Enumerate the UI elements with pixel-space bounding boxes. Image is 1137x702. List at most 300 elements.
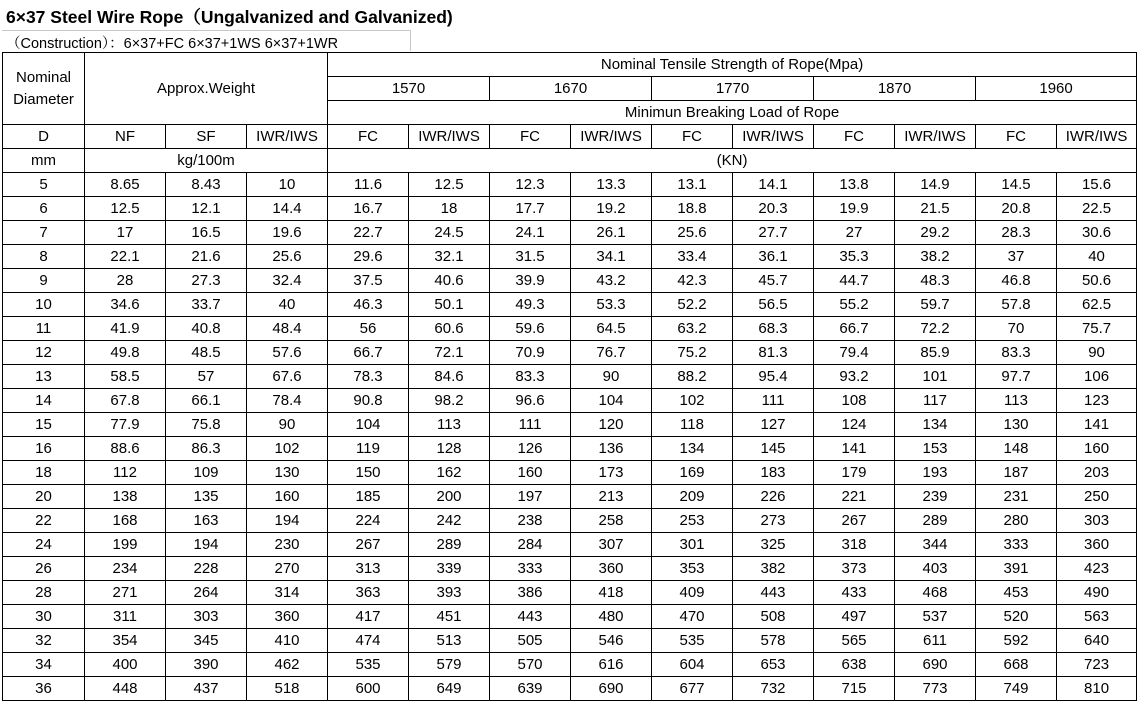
value-cell: 55.2 [814,293,895,317]
value-cell: 474 [328,629,409,653]
value-cell: 160 [247,485,328,509]
value-cell: 40 [247,293,328,317]
value-cell: 173 [571,461,652,485]
value-cell: 135 [166,485,247,509]
value-cell: 111 [490,413,571,437]
fc-header: FC [652,125,733,149]
value-cell: 40.6 [409,269,490,293]
value-cell: 104 [328,413,409,437]
unit-load: (KN) [328,149,1137,173]
value-cell: 221 [814,485,895,509]
iwr-load-header: IWR/IWS [571,125,652,149]
value-cell: 193 [895,461,976,485]
value-cell: 462 [247,653,328,677]
value-cell: 639 [490,677,571,701]
value-cell: 578 [733,629,814,653]
value-cell: 333 [490,557,571,581]
value-cell: 535 [328,653,409,677]
value-cell: 579 [409,653,490,677]
diameter-cell: 28 [3,581,85,605]
value-cell: 59.7 [895,293,976,317]
value-cell: 120 [571,413,652,437]
value-cell: 271 [85,581,166,605]
table-row [3,533,1137,557]
value-cell: 810 [1057,677,1137,701]
grade-header: 1770 [652,77,814,101]
nf-header: NF [85,125,166,149]
value-cell: 29.6 [328,245,409,269]
value-cell: 77.9 [85,413,166,437]
value-cell: 27.7 [733,221,814,245]
table-row [3,173,1137,197]
value-cell: 393 [409,581,490,605]
value-cell: 50.1 [409,293,490,317]
value-cell: 443 [733,581,814,605]
value-cell: 11.6 [328,173,409,197]
diameter-cell: 6 [3,197,85,221]
value-cell: 270 [247,557,328,581]
value-cell: 410 [247,629,328,653]
value-cell: 32.1 [409,245,490,269]
d-header: D [3,125,85,149]
fc-header: FC [976,125,1057,149]
value-cell: 43.2 [571,269,652,293]
value-cell: 117 [895,389,976,413]
value-cell: 423 [1057,557,1137,581]
value-cell: 40 [1057,245,1137,269]
value-cell: 78.3 [328,365,409,389]
value-cell: 134 [895,413,976,437]
value-cell: 130 [976,413,1057,437]
diameter-cell: 11 [3,317,85,341]
value-cell: 518 [247,677,328,701]
diameter-cell: 15 [3,413,85,437]
value-cell: 284 [490,533,571,557]
value-cell: 31.5 [490,245,571,269]
value-cell: 42.3 [652,269,733,293]
value-cell: 37.5 [328,269,409,293]
value-cell: 57.6 [247,341,328,365]
value-cell: 56.5 [733,293,814,317]
grade-header: 1670 [490,77,652,101]
value-cell: 239 [895,485,976,509]
value-cell: 563 [1057,605,1137,629]
value-cell: 187 [976,461,1057,485]
value-cell: 390 [166,653,247,677]
value-cell: 79.4 [814,341,895,365]
diameter-cell: 16 [3,437,85,461]
value-cell: 194 [247,509,328,533]
value-cell: 160 [490,461,571,485]
value-cell: 17 [85,221,166,245]
value-cell: 234 [85,557,166,581]
table-row [3,461,1137,485]
value-cell: 513 [409,629,490,653]
value-cell: 81.3 [733,341,814,365]
value-cell: 12.5 [409,173,490,197]
value-cell: 34.6 [85,293,166,317]
value-cell: 111 [733,389,814,413]
value-cell: 417 [328,605,409,629]
value-cell: 311 [85,605,166,629]
value-cell: 653 [733,653,814,677]
value-cell: 194 [166,533,247,557]
value-cell: 57 [166,365,247,389]
value-cell: 20.8 [976,197,1057,221]
value-cell: 75.7 [1057,317,1137,341]
diameter-cell: 24 [3,533,85,557]
value-cell: 35.3 [814,245,895,269]
value-cell: 273 [733,509,814,533]
value-cell: 49.8 [85,341,166,365]
value-cell: 109 [166,461,247,485]
value-cell: 14.5 [976,173,1057,197]
value-cell: 163 [166,509,247,533]
value-cell: 10 [247,173,328,197]
value-cell: 403 [895,557,976,581]
diameter-cell: 26 [3,557,85,581]
value-cell: 27 [814,221,895,245]
value-cell: 52.2 [652,293,733,317]
value-cell: 72.2 [895,317,976,341]
table-row [3,653,1137,677]
value-cell: 53.3 [571,293,652,317]
value-cell: 22.1 [85,245,166,269]
value-cell: 13.1 [652,173,733,197]
value-cell: 90 [571,365,652,389]
page-title: 6×37 Steel Wire Rope（Ungalvanized and Galvanized) [6,7,453,27]
breaking-load-header: Minimun Breaking Load of Rope [328,101,1137,125]
value-cell: 303 [1057,509,1137,533]
value-cell: 119 [328,437,409,461]
value-cell: 56 [328,317,409,341]
fc-header: FC [328,125,409,149]
value-cell: 68.3 [733,317,814,341]
fc-header: FC [490,125,571,149]
table-row [3,485,1137,509]
value-cell: 203 [1057,461,1137,485]
value-cell: 649 [409,677,490,701]
table-row [3,389,1137,413]
value-cell: 382 [733,557,814,581]
table-row [3,245,1137,269]
construction-text: （Construction）：6×37+FC 6×37+1WS 6×37+1WR [6,36,339,52]
value-cell: 18.8 [652,197,733,221]
value-cell: 22.5 [1057,197,1137,221]
value-cell: 24.1 [490,221,571,245]
value-cell: 67.8 [85,389,166,413]
value-cell: 66.1 [166,389,247,413]
value-cell: 113 [409,413,490,437]
value-cell: 28 [85,269,166,293]
value-cell: 49.3 [490,293,571,317]
value-cell: 138 [85,485,166,509]
value-cell: 59.6 [490,317,571,341]
value-cell: 354 [85,629,166,653]
value-cell: 96.6 [490,389,571,413]
value-cell: 141 [1057,413,1137,437]
value-cell: 353 [652,557,733,581]
table-row [3,413,1137,437]
value-cell: 715 [814,677,895,701]
value-cell: 90 [247,413,328,437]
value-cell: 153 [895,437,976,461]
value-cell: 34.1 [571,245,652,269]
value-cell: 325 [733,533,814,557]
value-cell: 32.4 [247,269,328,293]
value-cell: 520 [976,605,1057,629]
value-cell: 168 [85,509,166,533]
value-cell: 162 [409,461,490,485]
value-cell: 169 [652,461,733,485]
value-cell: 33.7 [166,293,247,317]
value-cell: 102 [247,437,328,461]
diameter-cell: 9 [3,269,85,293]
value-cell: 313 [328,557,409,581]
value-cell: 497 [814,605,895,629]
value-cell: 97.7 [976,365,1057,389]
value-cell: 677 [652,677,733,701]
value-cell: 63.2 [652,317,733,341]
value-cell: 16.5 [166,221,247,245]
value-cell: 238 [490,509,571,533]
value-cell: 88.6 [85,437,166,461]
value-cell: 12.3 [490,173,571,197]
value-cell: 363 [328,581,409,605]
value-cell: 134 [652,437,733,461]
value-cell: 690 [895,653,976,677]
value-cell: 448 [85,677,166,701]
value-cell: 301 [652,533,733,557]
value-cell: 638 [814,653,895,677]
value-cell: 25.6 [652,221,733,245]
value-cell: 90.8 [328,389,409,413]
value-cell: 50.6 [1057,269,1137,293]
value-cell: 289 [895,509,976,533]
value-cell: 258 [571,509,652,533]
value-cell: 90 [1057,341,1137,365]
value-cell: 453 [976,581,1057,605]
value-cell: 470 [652,605,733,629]
value-cell: 437 [166,677,247,701]
value-cell: 199 [85,533,166,557]
value-cell: 48.3 [895,269,976,293]
value-cell: 360 [571,557,652,581]
approx-weight-header: Approx.Weight [85,53,328,125]
value-cell: 24.5 [409,221,490,245]
value-cell: 409 [652,581,733,605]
value-cell: 600 [328,677,409,701]
value-cell: 17.7 [490,197,571,221]
value-cell: 209 [652,485,733,509]
value-cell: 360 [1057,533,1137,557]
value-cell: 102 [652,389,733,413]
table-row [3,317,1137,341]
value-cell: 62.5 [1057,293,1137,317]
value-cell: 141 [814,437,895,461]
value-cell: 267 [814,509,895,533]
value-cell: 480 [571,605,652,629]
value-cell: 160 [1057,437,1137,461]
value-cell: 21.6 [166,245,247,269]
diameter-cell: 5 [3,173,85,197]
value-cell: 113 [976,389,1057,413]
value-cell: 13.8 [814,173,895,197]
value-cell: 339 [409,557,490,581]
value-cell: 8.65 [85,173,166,197]
value-cell: 668 [976,653,1057,677]
value-cell: 344 [895,533,976,557]
value-cell: 25.6 [247,245,328,269]
value-cell: 183 [733,461,814,485]
table-row [3,341,1137,365]
value-cell: 58.5 [85,365,166,389]
unit-mm: mm [3,149,85,173]
value-cell: 46.8 [976,269,1057,293]
value-cell: 314 [247,581,328,605]
value-cell: 360 [247,605,328,629]
value-cell: 29.2 [895,221,976,245]
value-cell: 83.3 [490,365,571,389]
value-cell: 386 [490,581,571,605]
value-cell: 123 [1057,389,1137,413]
table-row [3,365,1137,389]
diameter-cell: 18 [3,461,85,485]
iwr-load-header: IWR/IWS [733,125,814,149]
nominal-diameter-header: Nominal Diameter [3,53,85,125]
value-cell: 318 [814,533,895,557]
value-cell: 98.2 [409,389,490,413]
diameter-cell: 32 [3,629,85,653]
value-cell: 40.8 [166,317,247,341]
value-cell: 197 [490,485,571,509]
value-cell: 64.5 [571,317,652,341]
wire-rope-spec-table [2,52,1137,701]
value-cell: 231 [976,485,1057,509]
value-cell: 242 [409,509,490,533]
value-cell: 391 [976,557,1057,581]
diameter-cell: 14 [3,389,85,413]
value-cell: 18 [409,197,490,221]
value-cell: 373 [814,557,895,581]
table-row [3,557,1137,581]
value-cell: 86.3 [166,437,247,461]
iwr-load-header: IWR/IWS [895,125,976,149]
value-cell: 78.4 [247,389,328,413]
header-row-columns [3,125,1137,149]
value-cell: 508 [733,605,814,629]
diameter-cell: 13 [3,365,85,389]
value-cell: 19.9 [814,197,895,221]
value-cell: 70.9 [490,341,571,365]
value-cell: 118 [652,413,733,437]
value-cell: 280 [976,509,1057,533]
value-cell: 570 [490,653,571,677]
table-row [3,629,1137,653]
table-row [3,269,1137,293]
value-cell: 85.9 [895,341,976,365]
value-cell: 345 [166,629,247,653]
diameter-cell: 20 [3,485,85,509]
value-cell: 45.7 [733,269,814,293]
value-cell: 66.7 [328,341,409,365]
iwr-load-header: IWR/IWS [1057,125,1137,149]
value-cell: 36.1 [733,245,814,269]
value-cell: 773 [895,677,976,701]
diameter-cell: 22 [3,509,85,533]
grade-header: 1870 [814,77,976,101]
value-cell: 333 [976,533,1057,557]
value-cell: 565 [814,629,895,653]
value-cell: 490 [1057,581,1137,605]
value-cell: 66.7 [814,317,895,341]
value-cell: 604 [652,653,733,677]
value-cell: 400 [85,653,166,677]
value-cell: 289 [409,533,490,557]
table-row [3,677,1137,701]
value-cell: 101 [895,365,976,389]
value-cell: 226 [733,485,814,509]
value-cell: 27.3 [166,269,247,293]
value-cell: 95.4 [733,365,814,389]
header-row-1 [3,53,1137,77]
value-cell: 93.2 [814,365,895,389]
value-cell: 75.8 [166,413,247,437]
value-cell: 16.7 [328,197,409,221]
table-row [3,437,1137,461]
value-cell: 57.8 [976,293,1057,317]
value-cell: 12.1 [166,197,247,221]
value-cell: 30.6 [1057,221,1137,245]
iwr-weight-header: IWR/IWS [247,125,328,149]
tensile-strength-header: Nominal Tensile Strength of Rope(Mpa) [328,53,1137,77]
value-cell: 75.2 [652,341,733,365]
value-cell: 20.3 [733,197,814,221]
value-cell: 12.5 [85,197,166,221]
value-cell: 14.9 [895,173,976,197]
value-cell: 616 [571,653,652,677]
table-row [3,197,1137,221]
value-cell: 307 [571,533,652,557]
value-cell: 179 [814,461,895,485]
value-cell: 60.6 [409,317,490,341]
value-cell: 130 [247,461,328,485]
value-cell: 38.2 [895,245,976,269]
diameter-cell: 36 [3,677,85,701]
value-cell: 267 [328,533,409,557]
value-cell: 723 [1057,653,1137,677]
value-cell: 48.4 [247,317,328,341]
construction-line [0,30,1137,52]
value-cell: 690 [571,677,652,701]
value-cell: 537 [895,605,976,629]
value-cell: 505 [490,629,571,653]
value-cell: 749 [976,677,1057,701]
value-cell: 224 [328,509,409,533]
value-cell: 230 [247,533,328,557]
diameter-cell: 7 [3,221,85,245]
value-cell: 451 [409,605,490,629]
value-cell: 84.6 [409,365,490,389]
value-cell: 200 [409,485,490,509]
value-cell: 592 [976,629,1057,653]
value-cell: 70 [976,317,1057,341]
value-cell: 67.6 [247,365,328,389]
value-cell: 15.6 [1057,173,1137,197]
value-cell: 418 [571,581,652,605]
diameter-cell: 34 [3,653,85,677]
value-cell: 83.3 [976,341,1057,365]
